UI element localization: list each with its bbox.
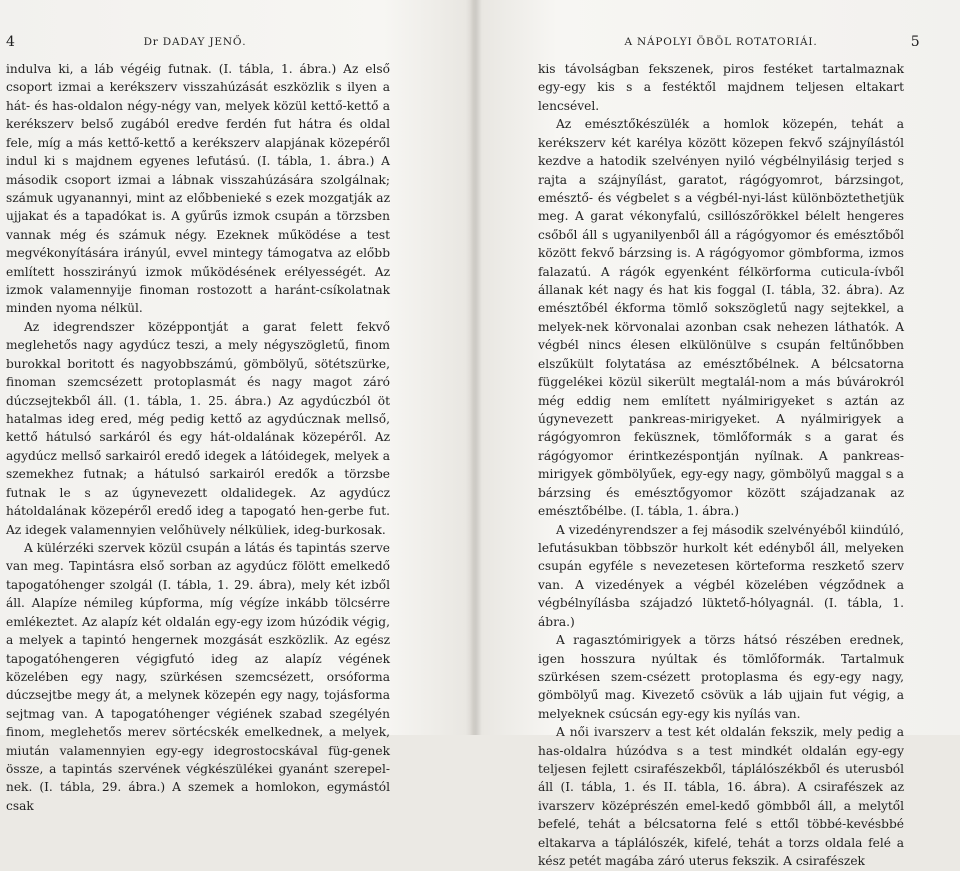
left-page bbox=[0, 0, 470, 813]
left-running-title: Dr DADAY JENŐ. bbox=[143, 36, 247, 48]
paragraph: A vizedényrendszer a fej második szelvényéből kiindúló, lefutásukban többször hurkolt két edényből áll, melyeken csupán egyféle s nevezetesen körteforma reszkető szerv van. A vizedények a végbél közelében végződnek a végbélnyílásba szájadzó lüktető-hólyagnál. (I. tábla, 1. ábra.) bbox=[538, 522, 904, 629]
paragraph: A ragasztómirigyek a törzs hátsó részében erednek, igen hosszura nyúltak és tömlőformák. Tartalmuk szürkésen szem-csézett protoplasma és egy-egy nagy, gömbölyű mag. Kivezető csövük a láb ujjain fut végig, a melyeknek csúcsán egy-egy kis nyílás van. bbox=[538, 633, 904, 721]
paragraph: indulva ki, a láb végéig futnak. (I. tábla, 1. ábra.) Az első csoport izmai a kerékszerv visszahúzását eszközlik s ilyen a hát- és has-oldalon négy-négy van, melyek közül kettő-kettő a kerékszerv belső zugából eredve ferdén fut hátra és oldal fele, míg a más kettő-kettő a kerékszerv alapjának közepéről indul ki s majdnem egyenes lefutású. (I. tábla, 1. ábra.) A második csoport izmai a lábnak visszahúzására szolgálnak; számuk ugyanannyi, mint az előbbenieké s ezek mozgatják az ujjakat és a tapadókat is. A gyűrűs izmok csupán a törzsben vannak még és számuk négy. Ezeknek működése a test megvékonyítására irányúl, evvel mintegy támogatva az előbb említett hosszirányú izmok működésének erélyességét. Az izmok valamennyije finoman rostozott a haránt-csíkolatnak minden nyoma nélkül. bbox=[6, 62, 390, 316]
left-page-number: 4 bbox=[6, 34, 16, 50]
right-page-number: 5 bbox=[910, 34, 920, 50]
paragraph: A női ivarszerv a test két oldalán fekszik, mely pedig a has-oldalra húzódva s a test mindkét oldalán egy-egy teljesen fejlett csirafészekből, táplálószékből és uterusból áll (I. tábla, 1. és II. tábla, 16. ábra). A csirafészek az ivarszerv középrészén emel-kedő gömbből áll, a melytől befelé, tehát a bélcsatorna felé s ettől többé-kevésbbé eltakarva a táplálószék, kifelé, tehát a torzs oldala felé a kész petét magába záró uterus fekszik. A csirafészek bbox=[538, 725, 904, 869]
paragraph: Az emésztőkészülék a homlok közepén, tehát a kerékszerv két karélya között közepen fekvő szájnyílástól kezdve a hatodik szelvényen nyiló végbélnyilásig terjed s rajta a szájnyílást, garatot, rágógyomrot, bárzsingot, emésztő- és végbelet s a végbél-nyi-lást különböztethetjük meg. A garat vékonyfalú, csillószőrökkel bélelt hengeres csőből áll s ugyanilyenből áll a rágógyomor és emésztőből között fekvő bárzsing is. A rágógyomor gömbforma, izmos falazatú. A rágók egyenként félkörforma cuticula-ívből állanak két nagy és hat kis foggal (I. tábla, 32. ábra). Az emésztőbél ékforma tömlő sokszögletű nagy sejtekkel, a melyek-nek körvonalai azonban csak nehezen láthatók. A végbél nincs élesen elkülönülve s csupán feltűnőbben elszűkült folytatása az emésztőbélnek. A bélcsatorna függelékei közül sikerült megtalál-nom a más búvárokról még eddig nem említett nyálmirigyeket s aztán az úgynevezett pankreas-mirigyeket. A nyálmirigyek a rágógyomron feküsznek, tömlőformák s a garat és rágógyomor érintkezéspontján nyílnak. A pankreas-mirigyek gömbölyűek, egy-egy nagy, gömbölyű maggal s a bárzsing és emésztőgyomor között szájadzanak az emésztőbélbe. (I. tábla, 1. ábra.) bbox=[538, 117, 904, 519]
right-running-head bbox=[482, 34, 960, 52]
paragraph: A külérzéki szervek közül csupán a látás és tapintás szerve van meg. Tapintásra első sorban az agydúcz fölött emelkedő tapogatóhenger szolgál (I. tábla, 1. 29. ábra), mely két izből áll. Alapíze némileg kúpforma, míg végíze inkább tölcsérre emlékeztet. Az alapíz két oldalán egy-egy izom húzódik végig, a melyek a tapintó hengernek mozgását eszközlik. Az egész tapogatóhengeren végigfutó ideg az alapíz végének közelében egy nagy, szürkésen szemcsézett, orsóforma dúczsejtbe megy át, a melynek közepén egy nagy, tojásforma sejtmag van. A tapogatóhenger végiének szabad szegélyén finom, meglehetős merev sörtécskék emelkednek, a melyek, miután valamennyien egy-egy idegrostocskával füg-genek össze, a tapintás szervének végkészülékei gyanánt szerepel-nek. (I. tábla, 29. ábra.) A szemek a homlokon, egymástól csak bbox=[6, 540, 390, 813]
left-page-body bbox=[6, 60, 390, 815]
paragraph: Az idegrendszer középpontját a garat felett fekvő meglehetős nagy agydúcz teszi, a mely négyszögletű, finom burokkal boritott és nagyobbszámú, gömbölyű, sötétszürke, finoman szemcsézett protoplasmát és nagy magot záró dúczsejtekből áll. (1. tábla, 1. 25. ábra.) Az agydúczból öt hatalmas ideg ered, még pedig kettő az agydúcznak mellső, kettő hátulsó sarkáról és egy hát-oldalának közepéről. Az agydúcz mellső sarkairól eredő idegek a látóidegek, melyek a szemekhez futnak; a hátulsó sarkairól eredők a törzsbe futnak le s az úgynevezett oldalidegek. Az agydúcz hátoldalának közepéről eredő ideg a tapogató hen-gerbe fut. Az idegek valamennyien velőhüvely nélküliek, ideg-burkosak. bbox=[6, 319, 390, 537]
left-running-head bbox=[0, 34, 470, 52]
right-running-title: A NÁPOLYI ÖBÖL ROTATORIÁI. bbox=[624, 36, 818, 48]
right-page-body bbox=[538, 60, 904, 871]
paragraph: kis távolságban fekszenek, piros festéket tartalmaznak egy-egy kis s a festéktől majdnem teljesen eltakart lencsével. bbox=[538, 62, 904, 113]
right-page bbox=[482, 0, 960, 869]
book-gutter bbox=[470, 0, 482, 735]
